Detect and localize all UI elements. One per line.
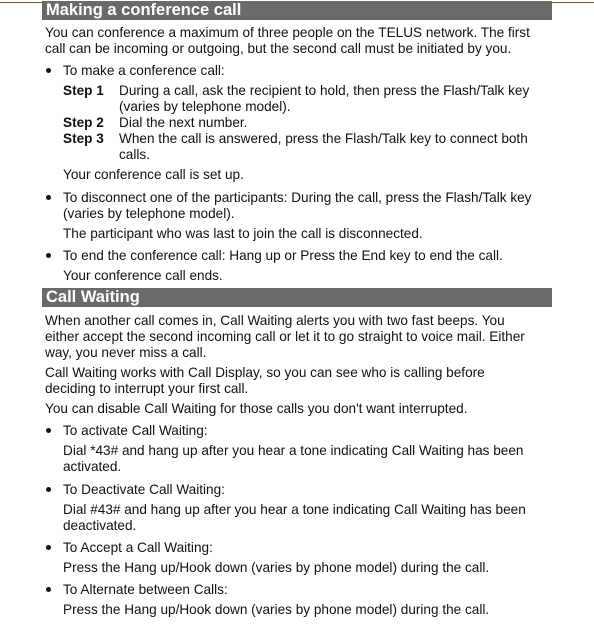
step-2-line-1: Dial the next number. [119, 115, 248, 130]
step-1-line-2: (varies by telephone model). [119, 99, 291, 114]
disconnect-result: The participant who was last to join the call is disconnected. [63, 226, 423, 241]
step-3-label: Step 3 [63, 131, 104, 146]
step-1-label: Step 1 [63, 83, 104, 98]
alternate-body-line-1: Press the Hang up/Hook down (varies by phone model) during the call. [63, 602, 490, 617]
deactivate-body-line-2: deactivated. [63, 518, 137, 533]
intro-line-1: You can conference a maximum of three people on the TELUS network. The first [45, 25, 530, 40]
step-3-line-2: calls. [119, 147, 150, 162]
section-header-call-waiting: Call Waiting [42, 288, 552, 307]
disconnect-line-2: (varies by telephone model). [63, 206, 235, 221]
cw-para1-line-1: When another call comes in, Call Waiting alerts you with two fast beeps. You [45, 313, 505, 328]
step-2-label: Step 2 [63, 115, 104, 130]
bullet-icon [46, 428, 51, 433]
cw-para2-line-1: Call Waiting works with Call Display, so you can see who is calling before [45, 365, 485, 380]
accept-body-line-1: Press the Hang up/Hook down (varies by phone model) during the call. [63, 560, 490, 575]
step-1-line-1: During a call, ask the recipient to hold, then press the Flash/Talk key [119, 83, 530, 98]
disconnect-line-1: To disconnect one of the participants: During the call, press the Flash/Talk key [63, 190, 532, 205]
bullet-icon [46, 195, 51, 200]
conference-setup-result: Your conference call is set up. [63, 167, 244, 182]
bullet-icon [46, 253, 51, 258]
cw-para2-line-2: deciding to interrupt your first call. [45, 381, 249, 396]
section-header-conference: Making a conference call [42, 1, 552, 20]
activate-heading: To activate Call Waiting: [63, 423, 208, 438]
bullet-icon [46, 68, 51, 73]
bullet-icon [46, 487, 51, 492]
deactivate-body-line-1: Dial #43# and hang up after you hear a tone indicating Call Waiting has been [63, 502, 526, 517]
end-call-line: To end the conference call: Hang up or Press the End key to end the call. [63, 248, 503, 263]
step-3-line-1: When the call is answered, press the Flash/Talk key to connect both [119, 131, 528, 146]
intro-line-2: call can be incoming or outgoing, but the second call must be initiated by you. [45, 41, 512, 56]
bullet-icon [46, 587, 51, 592]
alternate-heading: To Alternate between Calls: [63, 582, 228, 597]
deactivate-heading: To Deactivate Call Waiting: [63, 482, 225, 497]
accept-heading: To Accept a Call Waiting: [63, 540, 213, 555]
activate-body-line-1: Dial *43# and hang up after you hear a tone indicating Call Waiting has been [63, 443, 524, 458]
cw-para1-line-3: way, you never miss a call. [45, 345, 207, 360]
cw-para1-line-2: either accept the second incoming call or let it to go straight to voice mail. Either [45, 329, 525, 344]
cw-para3: You can disable Call Waiting for those calls you don't want interrupted. [45, 401, 468, 416]
make-conference-heading: To make a conference call: [63, 63, 225, 78]
end-call-result: Your conference call ends. [63, 268, 223, 283]
bullet-icon [46, 545, 51, 550]
activate-body-line-2: activated. [63, 459, 122, 474]
